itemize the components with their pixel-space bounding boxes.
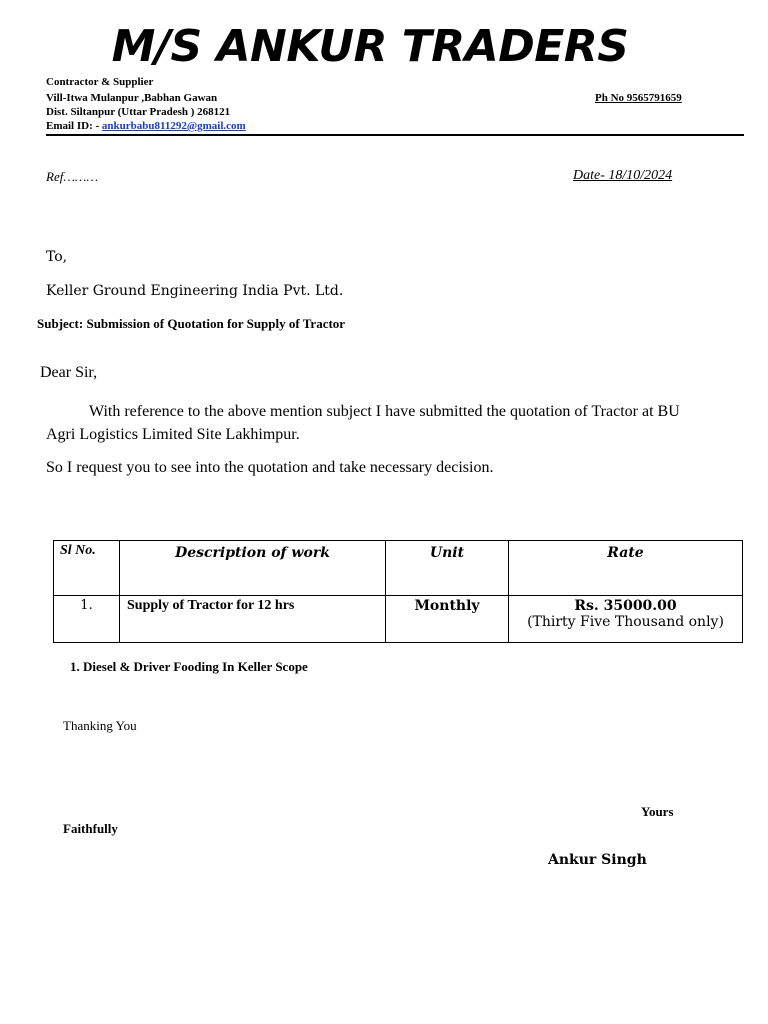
rate-amount: Rs. 35000.00 xyxy=(574,598,677,614)
table-header-row xyxy=(54,541,743,596)
thanking-you: Thanking You xyxy=(63,718,137,733)
closing-yours: Yours xyxy=(641,804,674,819)
row-rate xyxy=(509,596,743,643)
letterhead-line-3: Dist. Siltanpur (Uttar Pradesh ) 268121 xyxy=(46,106,231,118)
row-description: Supply of Tractor for 12 hrs xyxy=(120,596,386,643)
company-name: M/S ANKUR TRADERS xyxy=(111,21,629,72)
closing-faithfully: Faithfully xyxy=(63,821,118,836)
phone-number: Ph No 9565791659 xyxy=(595,92,682,104)
rate-in-words: (Thirty Five Thousand only) xyxy=(527,614,724,630)
header-sl-no: Sl No. xyxy=(54,541,120,596)
subject-line: Subject: Submission of Quotation for Supply of Tractor xyxy=(37,316,346,331)
request-sentence: So I request you to see into the quotation and take necessary decision. xyxy=(46,459,494,476)
header-description: Description of work xyxy=(120,541,386,596)
letterhead-email-row xyxy=(46,120,246,133)
reference: Ref……… xyxy=(46,169,98,184)
row-unit: Monthly xyxy=(386,596,509,643)
recipient-name: Keller Ground Engineering India Pvt. Ltd. xyxy=(46,283,344,299)
letterhead-line-1: Contractor & Supplier xyxy=(46,76,154,88)
salutation: Dear Sir, xyxy=(40,364,98,381)
letterhead-line-2: Vill-Itwa Mulanpur ,Babhan Gawan xyxy=(46,92,218,104)
table-row xyxy=(54,596,743,643)
scope-note: 1. Diesel & Driver Fooding In Keller Scope xyxy=(70,659,308,674)
row-sl-no: 1. xyxy=(54,596,120,643)
email-link[interactable]: ankurbabu811292@gmail.com xyxy=(101,120,246,132)
body-paragraph: With reference to the above mention subject I have submitted the quotation of Tractor at BU Agri Logistics Limited Site Lakhimpur. xyxy=(46,403,680,443)
header-rate: Rate xyxy=(509,541,743,596)
quotation-table xyxy=(53,540,743,643)
signer-name: Ankur Singh xyxy=(548,852,647,868)
header-unit: Unit xyxy=(386,541,509,596)
email-label: Email ID: - xyxy=(46,120,102,132)
header-divider xyxy=(46,134,744,136)
letter-date: Date- 18/10/2024 xyxy=(573,168,673,183)
recipient-to: To, xyxy=(46,249,68,265)
